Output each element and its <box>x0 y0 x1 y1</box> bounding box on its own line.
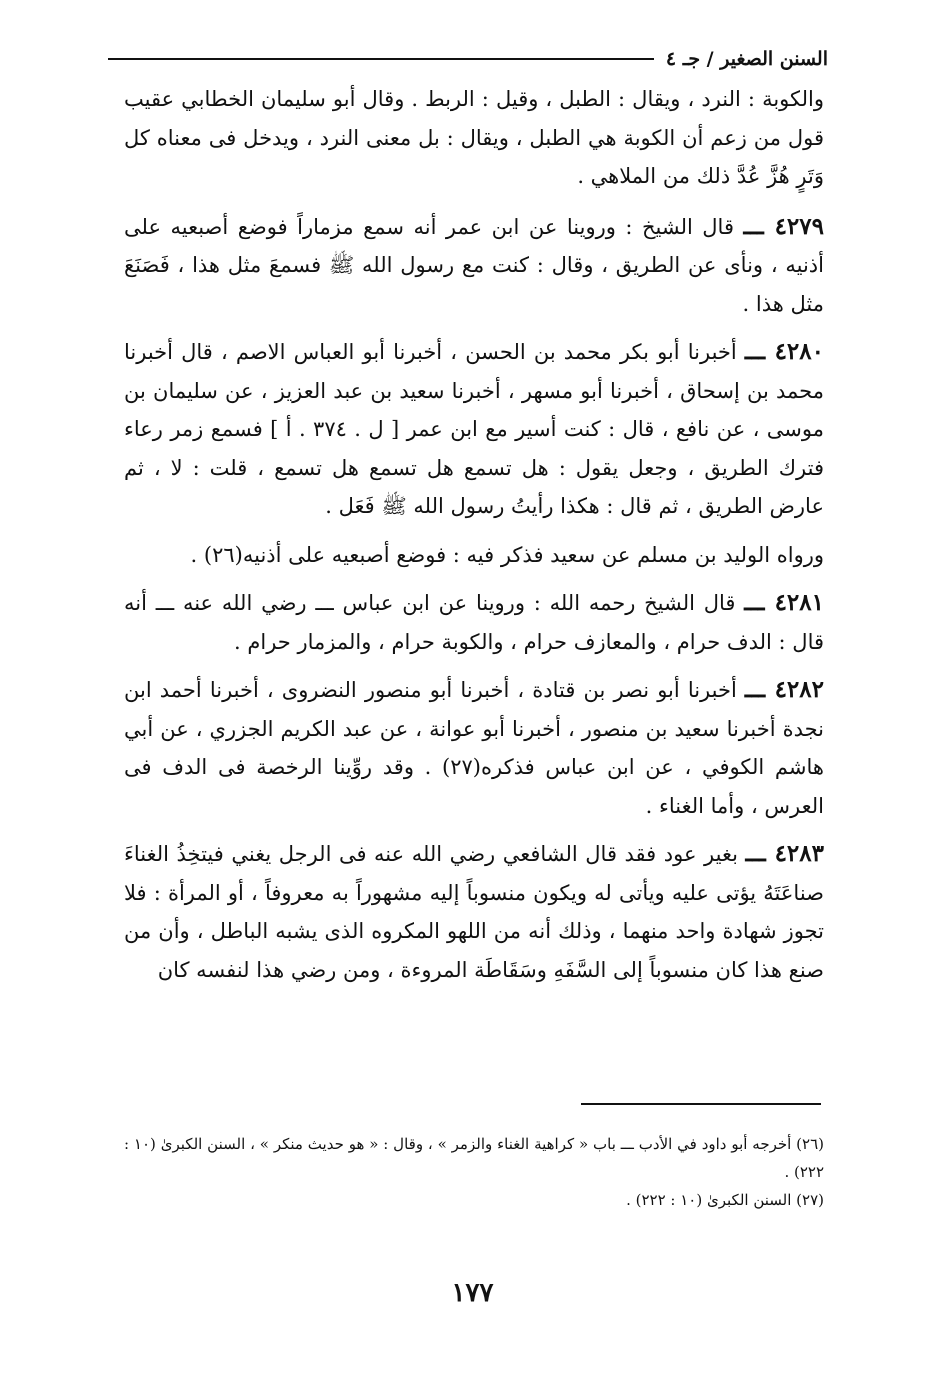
hadith-4281 <box>124 584 824 661</box>
running-header <box>108 44 828 74</box>
paragraph-text: قال الشيخ رحمه الله : وروينا عن ابن عباس ـــ رضي الله عنه ـــ أنه قال : الدف حرام ، والمعازف حرام ، والكوبة حرام ، والمزمار حرام . <box>124 591 824 654</box>
paragraph-text: قال الشيخ : وروينا عن ابن عمر أنه سمع مزماراً فوضع أصبعيه على أذنيه ، ونأى عن الطريق ، وقال : كنت مع رسول الله ﷺ فسمعَ مثل هذا ، فَصَنَعَ مثل هذا . <box>124 214 824 316</box>
hadith-4280 <box>124 333 824 526</box>
paragraph-text: أخبرنا أبو بكر محمد بن الحسن ، أخبرنا أبو العباس الاصم ، قال أخبرنا محمد بن إسحاق ، أخبرنا أبو مسهر ، أخبرنا سعيد بن عبد العزيز ، عن سليمان بن موسى ، عن نافع ، قال : كنت أسير مع ابن عمر [ ل . ٣٧٤ . أ ] فسمع زمر رعاء فترك الطريق ، وجعل يقول : هل تسمع هل تسمع هل تسمع ، قلت : لا ، ثم عارض الطريق ، ثم قال : هكذا رأيتُ رسول الله ﷺ فَعَل . <box>124 340 824 518</box>
header-rule <box>108 58 654 60</box>
hadith-4282 <box>124 671 824 825</box>
page-number: ١٧٧ <box>451 1278 494 1308</box>
hadith-number: ٤٢٨٢ ـــ <box>744 676 824 703</box>
hadith-4279 <box>124 208 824 324</box>
main-text <box>124 80 824 999</box>
paragraph-text: والكوبة : النرد ، ويقال : الطبل ، وقيل : الربط . وقال أبو سليمان الخطابي عقيب قول من زعم أن الكوبة هي الطبل ، ويقال : بل معنى النرد ، ويدخل فى معناه كل وَتَرٍ هُزَّ عُدَّ ذلك من الملاهي . <box>124 87 824 188</box>
hadith-number: ٤٢٨٣ ـــ <box>745 840 824 867</box>
paragraph-text: ورواه الوليد بن مسلم عن سعيد فذكر فيه : فوضع أصبعيه على أذنيه(٢٦) . <box>190 542 824 567</box>
narration-note <box>124 536 824 575</box>
hadith-number: ٤٢٧٩ ـــ <box>743 212 824 240</box>
header-title: السنن الصغير / جـ ٤ <box>665 48 828 70</box>
footnote-27: (٢٧) السنن الكبرىٰ (١٠ : ٢٢٢) . <box>626 1191 824 1209</box>
paragraph-continuation <box>124 80 824 196</box>
paragraph-text: بغير عود فقد قال الشافعي رضي الله عنه فى الرجل يغني فيتخِذُ الغناءَ صناعَتَهُ يؤتى عليه ويأتى له ويكون منسوباً إليه مشهوراً به معروفاً ، أو المرأة : فلا تجوز شهادة واحد منهما ، وذلك أنه من اللهو المكروه الذى يشبه الباطل ، وأن من صنع هذا كان منسوباً إلى السَّفَهِ وسَقَاطَة المروءة ، ومن رضي هذا لنفسه كان <box>124 842 824 982</box>
footnote-separator <box>581 1103 821 1105</box>
hadith-number: ٤٢٨٠ ـــ <box>744 338 824 365</box>
footnotes <box>124 1130 824 1214</box>
hadith-4283 <box>124 835 824 989</box>
footnote-26: (٢٦) أخرجه أبو داود في الأدب ـــ باب « كراهية الغناء والزمر » ، وقال : « هو حديث منكر » ، السنن الكبرىٰ (١٠ : ٢٢٢) . <box>124 1135 824 1181</box>
hadith-number: ٤٢٨١ ـــ <box>744 589 824 616</box>
paragraph-text: أخبرنا أبو نصر بن قتادة ، أخبرنا أبو منصور النضروى ، أخبرنا أحمد ابن نجدة أخبرنا سعيد بن منصور ، أخبرنا أبو عوانة ، عن عبد الكريم الجزري ، عن أبي هاشم الكوفي ، عن ابن عباس فذكره(٢٧) . وقد روِّينا الرخصة فى الدف فى العرس ، وأما الغناء . <box>124 678 824 818</box>
